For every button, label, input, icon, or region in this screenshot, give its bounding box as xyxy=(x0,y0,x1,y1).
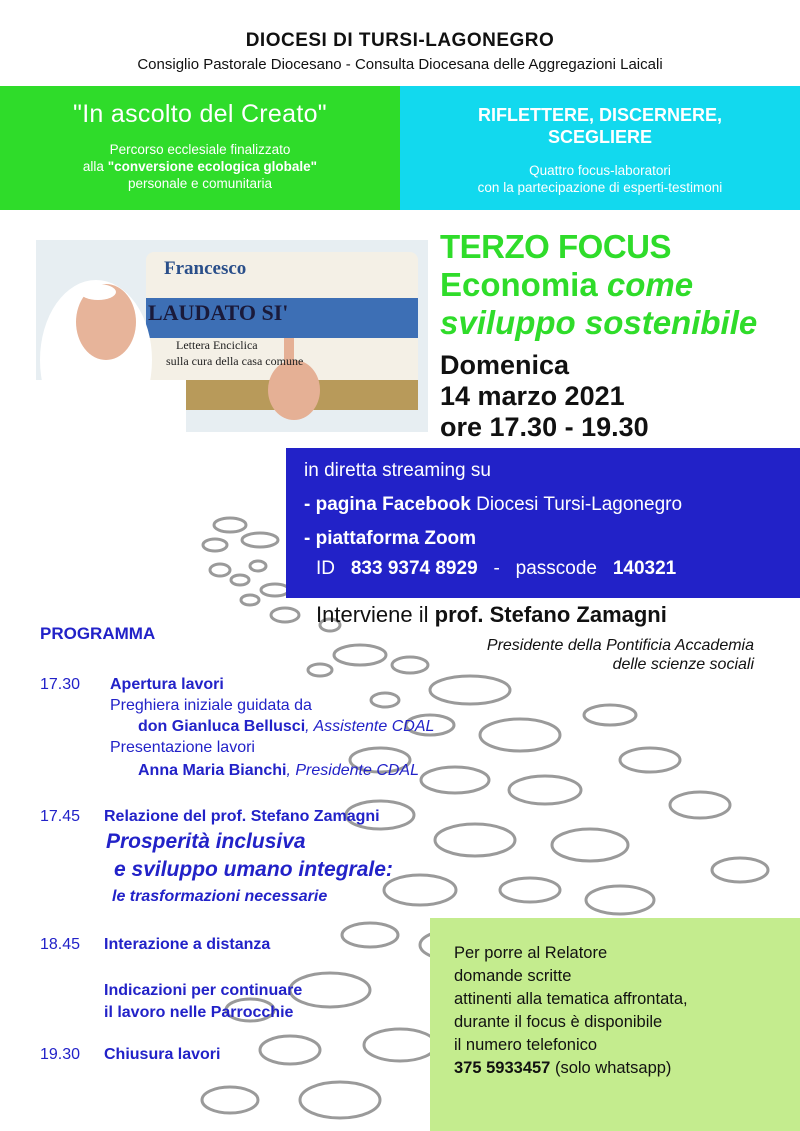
creato-box xyxy=(0,86,400,210)
focus-line3-italic: sviluppo sostenibile xyxy=(440,304,758,341)
apertura-name: don Gianluca Bellusci xyxy=(138,718,306,735)
relazione-subtitle: le trasformazioni necessarie xyxy=(112,888,328,905)
riflettere-line2: con la partecipazione di esperti-testimoni xyxy=(477,180,723,195)
speaker xyxy=(316,602,667,628)
note-line5: il numero telefonico xyxy=(454,1036,598,1054)
focus-line1: TERZO FOCUS xyxy=(440,228,671,265)
speaker-pre: Interviene il xyxy=(316,602,435,627)
zoom-passcode-label: passcode xyxy=(515,558,597,579)
note-line4: durante il focus è disponibile xyxy=(454,1013,663,1031)
diocese-title: DIOCESI DI TURSI-LAGONEGRO xyxy=(245,30,555,51)
event-date xyxy=(440,350,649,443)
apertura-name2: Anna Maria Bianchi xyxy=(138,762,287,779)
apertura-line1: Preghiera iniziale guidata da xyxy=(110,697,312,714)
zoom-label: - piattaforma Zoom xyxy=(304,528,477,549)
riflettere-line1: Quattro focus-laboratori xyxy=(529,163,671,178)
phone-suffix: (solo whatsapp) xyxy=(550,1059,672,1077)
creato-title: "In ascolto del Creato" xyxy=(73,100,327,128)
zoom-passcode-value: 140321 xyxy=(612,558,677,579)
book-author: Francesco xyxy=(164,258,247,279)
programma-title: PROGRAMMA xyxy=(40,624,156,643)
diocese-subtitle: Consiglio Pastorale Diocesano - Consulta Diocesana delle Aggregazioni Laicali xyxy=(137,56,663,73)
riflettere-title-line1: RIFLETTERE, DISCERNERE, xyxy=(477,105,723,125)
zoom-id-value: 833 9374 8929 xyxy=(350,558,478,579)
zoom-credentials xyxy=(316,558,676,580)
date-date: 14 marzo 2021 xyxy=(440,381,625,411)
note-line3: attinenti alla tematica affrontata, xyxy=(454,990,688,1008)
riflettere-title-line2: SCEGLIERE xyxy=(547,127,653,147)
streaming-box xyxy=(286,448,800,598)
riflettere-box xyxy=(400,86,800,210)
riflettere-title xyxy=(400,104,800,148)
apertura-role: , Assistente CDAL xyxy=(305,718,435,735)
note-phone-line xyxy=(454,1057,688,1080)
creato-line2-pre: alla xyxy=(82,159,108,174)
program-item-title: Interazione a distanza xyxy=(104,936,271,953)
program-item-title: Relazione del prof. Stefano Zamagni xyxy=(104,808,380,825)
program-item-title: Apertura lavori xyxy=(110,676,224,693)
program-time: 18.45 xyxy=(40,936,81,953)
program-item-title: Chiusura lavori xyxy=(104,1046,221,1063)
note-text xyxy=(454,942,688,1080)
book-title: LAUDATO SI' xyxy=(148,300,289,325)
note-line2: domande scritte xyxy=(454,967,572,985)
date-day: Domenica xyxy=(440,350,570,380)
speaker-role-line1: Presidente della Pontificia Accademia xyxy=(486,637,754,654)
focus-line3 xyxy=(440,304,757,342)
whatsapp-note xyxy=(430,918,800,1131)
program-time: 17.45 xyxy=(40,808,81,825)
focus-line2 xyxy=(440,266,757,304)
speaker-role-line2: delle scienze sociali xyxy=(612,656,754,673)
zoom-id-label: ID xyxy=(316,558,335,579)
facebook-label: - pagina Facebook xyxy=(304,494,471,515)
creato-description xyxy=(0,141,400,192)
speaker-role xyxy=(330,636,754,674)
focus-line2-normal: Economia xyxy=(440,266,607,303)
pope-photo xyxy=(36,240,428,432)
apertura-line2 xyxy=(138,718,434,736)
streaming-facebook xyxy=(304,494,682,516)
indicazioni-line2: il lavoro nelle Parrocchie xyxy=(104,1004,294,1021)
apertura-role2: , Presidente CDAL xyxy=(286,762,419,779)
creato-line2 xyxy=(0,158,400,175)
focus-line2-italic: come xyxy=(606,266,694,303)
relazione-title-line1: Prosperità inclusiva xyxy=(106,830,306,853)
zoom-separator: - xyxy=(493,558,500,579)
phone-number: 375 5933457 xyxy=(454,1059,551,1077)
indicazioni-line1: Indicazioni per continuare xyxy=(104,982,303,999)
streaming-intro: in diretta streaming su xyxy=(304,460,491,481)
program-time: 19.30 xyxy=(40,1046,81,1063)
focus-title xyxy=(440,228,757,342)
speaker-name: prof. Stefano Zamagni xyxy=(434,602,667,627)
creato-line3: personale e comunitaria xyxy=(127,176,273,191)
riflettere-description xyxy=(400,162,800,196)
program-time: 17.30 xyxy=(40,676,81,693)
book-line2: sulla cura della casa comune xyxy=(166,354,304,368)
facebook-page: Diocesi Tursi-Lagonegro xyxy=(470,494,683,515)
streaming-zoom xyxy=(304,528,476,550)
relazione-title-line2: e sviluppo umano integrale: xyxy=(114,858,393,881)
note-line1: Per porre al Relatore xyxy=(454,944,608,962)
date-time: ore 17.30 - 19.30 xyxy=(440,412,649,442)
book-line1: Lettera Enciclica xyxy=(176,338,258,352)
creato-line2-bold: "conversione ecologica globale" xyxy=(107,159,318,174)
creato-line1: Percorso ecclesiale finalizzato xyxy=(109,142,291,157)
apertura-line4 xyxy=(138,762,419,780)
apertura-line3: Presentazione lavori xyxy=(110,739,255,756)
